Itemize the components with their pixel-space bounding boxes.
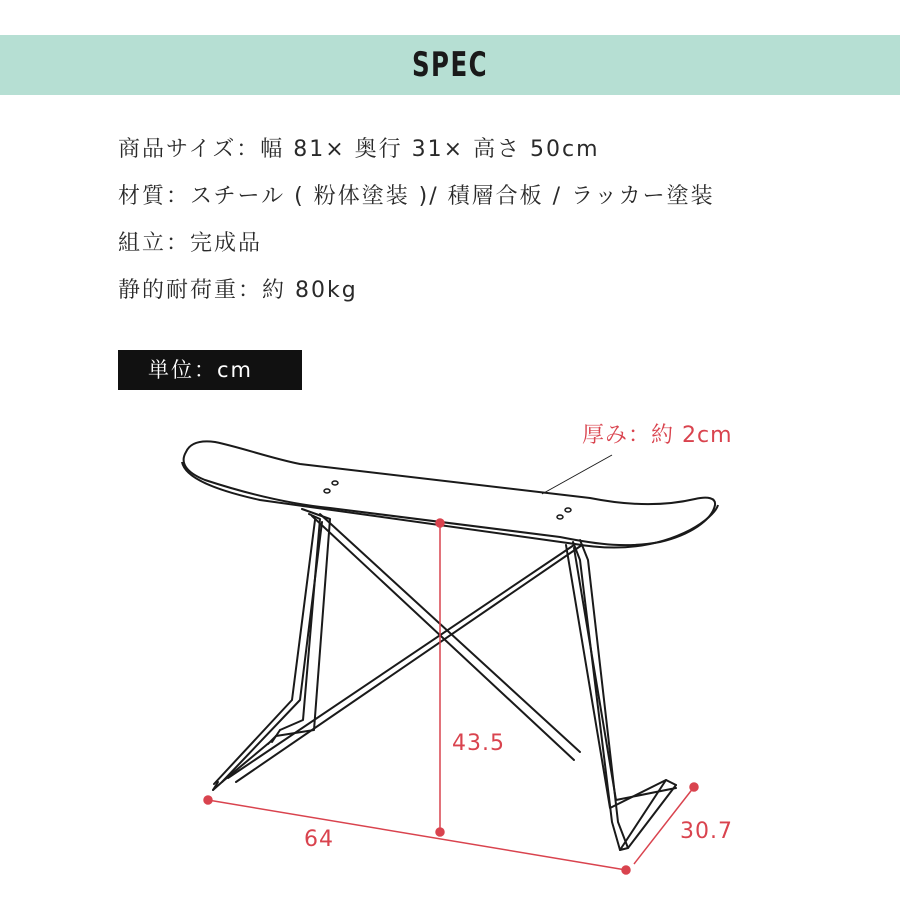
unit-badge: 単位：cm xyxy=(118,350,302,390)
height-label: 43.5 xyxy=(452,731,505,756)
height-marker-top xyxy=(436,519,444,527)
spec-header-band xyxy=(0,35,900,95)
stool-dimension-diagram xyxy=(0,400,900,900)
spec-assembly: 組立：完成品 xyxy=(118,231,263,256)
depth-marker-top xyxy=(690,783,698,791)
dimension-lines xyxy=(204,519,698,874)
depth-label: 30.7 xyxy=(680,819,733,844)
width-dimension-line xyxy=(208,800,626,870)
steel-frame xyxy=(213,509,676,850)
width-marker-left xyxy=(204,796,212,804)
skateboard-deck xyxy=(182,441,718,547)
page-title: SPEC xyxy=(411,45,489,85)
thickness-leader-line xyxy=(542,455,612,494)
spec-size: 商品サイズ：幅 81× 奥行 31× 高さ 50cm xyxy=(118,137,600,162)
spec-material: 材質：スチール ( 粉体塗装 )/ 積層合板 / ラッカー塗装 xyxy=(118,184,715,209)
spec-load-capacity: 静的耐荷重：約 80kg xyxy=(118,278,358,303)
spec-list xyxy=(118,130,715,318)
width-label: 64 xyxy=(304,827,334,852)
width-marker-right xyxy=(622,866,630,874)
thickness-label: 厚み：約 2cm xyxy=(582,423,733,448)
height-marker-bottom xyxy=(436,828,444,836)
